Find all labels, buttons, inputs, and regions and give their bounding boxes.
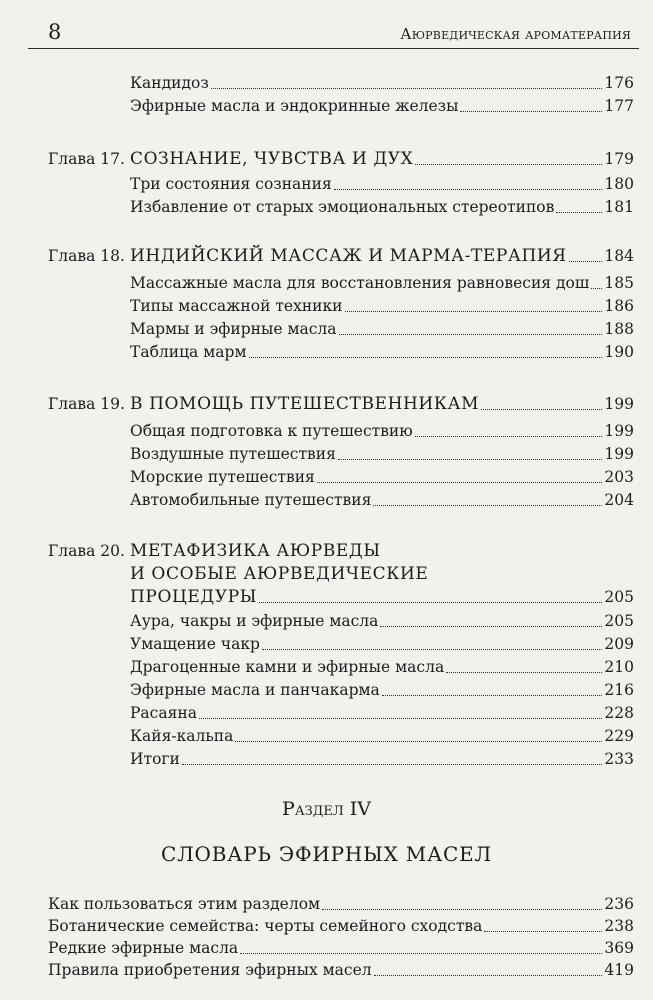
toc-entry-title: Мармы и эфирные масла <box>130 320 337 338</box>
toc-entry-title: Ботанические семейства: черты семейного сходства <box>48 917 483 935</box>
toc-entry-page: 177 <box>604 97 634 115</box>
chapter-title: В ПОМОЩЬ ПУТЕШЕСТВЕННИКАМ <box>130 394 480 414</box>
toc-entry-page: 203 <box>604 468 634 486</box>
toc-entry[interactable] <box>130 272 634 294</box>
chapter-title: И ОСОБЫЕ АЮРВЕДИЧЕСКИЕ <box>130 564 429 584</box>
dot-leader <box>334 188 603 190</box>
running-title: Аюрведическая ароматерапия <box>400 25 631 43</box>
chapter-title: ПРОЦЕДУРЫ <box>130 587 258 607</box>
toc-entry-page: 210 <box>604 658 634 676</box>
chapter-label: Глава 19. <box>48 395 125 413</box>
toc-entry[interactable] <box>48 893 634 915</box>
dot-leader <box>240 952 602 954</box>
page-number: 8 <box>48 20 62 44</box>
toc-entry-page: 216 <box>604 681 634 699</box>
toc-entry-page: 199 <box>604 422 634 440</box>
toc-entry-title: Воздушные путешествия <box>130 445 336 463</box>
toc-entry-title: Кандидоз <box>130 74 209 92</box>
dot-leader <box>338 458 603 460</box>
toc-entry-title: Кайя-кальпа <box>130 727 234 745</box>
toc-entry-page: 419 <box>604 961 634 979</box>
toc-entry-title: Эфирные масла и эндокринные железы <box>130 97 459 115</box>
dot-leader <box>199 717 602 719</box>
dot-leader <box>259 601 602 603</box>
dot-leader <box>382 694 603 696</box>
toc-entry[interactable] <box>130 95 634 117</box>
chapter-title-line <box>130 540 634 562</box>
toc-entry-title: Как пользоваться этим разделом <box>48 895 321 913</box>
toc-entry-page: 369 <box>604 939 634 957</box>
dot-leader <box>322 908 602 910</box>
chapter-title: СОЗНАНИЕ, ЧУВСТВА И ДУХ <box>130 149 414 169</box>
toc-entry-page: 190 <box>604 343 634 361</box>
dot-leader <box>317 481 603 483</box>
chapter-label: Глава 17. <box>48 150 125 168</box>
chapter-title-line <box>130 586 634 608</box>
section-heading: Раздел IV <box>282 798 371 820</box>
toc-entry-page: 180 <box>604 175 634 193</box>
toc-entry-page: 199 <box>604 445 634 463</box>
toc-entry-title: Умащение чакр <box>130 635 260 653</box>
chapter-title: ИНДИЙСКИЙ МАССАЖ И МАРМА-ТЕРАПИЯ <box>130 246 567 266</box>
toc-entry[interactable] <box>130 633 634 655</box>
toc-entry-title: Эфирные масла и панчакарма <box>130 681 380 699</box>
toc-entry[interactable] <box>130 466 634 488</box>
dot-leader <box>262 648 602 650</box>
dot-leader <box>484 930 602 932</box>
toc-entry-page: 236 <box>604 895 634 913</box>
toc-entry-page: 209 <box>604 635 634 653</box>
toc-entry-title: Автомобильные путешествия <box>130 491 372 509</box>
toc-entry-title: Массажные масла для восстановления равновесия дош <box>130 274 590 292</box>
toc-entry-page: 238 <box>604 917 634 935</box>
toc-entry-title: Драгоценные камни и эфирные масла <box>130 658 445 676</box>
toc-entry[interactable] <box>130 420 634 442</box>
toc-entry[interactable] <box>130 173 634 195</box>
dot-leader <box>591 287 602 289</box>
toc-entry-title: Расаяна <box>130 704 197 722</box>
toc-entry-title: Три состояния сознания <box>130 175 332 193</box>
toc-entry[interactable] <box>130 196 634 218</box>
dot-leader <box>460 110 602 112</box>
toc-entry[interactable] <box>130 295 634 317</box>
toc-entry[interactable] <box>48 915 634 937</box>
chapter-title: МЕТАФИЗИКА АЮРВЕДЫ <box>130 541 381 561</box>
page-header <box>28 20 639 49</box>
toc-entry-title: Морские путешествия <box>130 468 315 486</box>
chapter-title-line <box>130 563 634 585</box>
dot-leader <box>345 310 603 312</box>
toc-entry-page: 205 <box>604 612 634 630</box>
chapter-page: 179 <box>604 150 634 168</box>
chapter-label: Глава 20. <box>48 542 125 560</box>
toc-entry[interactable] <box>130 72 634 94</box>
toc-entry[interactable] <box>130 610 634 632</box>
chapter-title-line <box>130 148 634 170</box>
dot-leader <box>481 408 602 410</box>
toc-entry-page: 176 <box>604 74 634 92</box>
toc-entry[interactable] <box>130 725 634 747</box>
toc-entry-page: 181 <box>604 198 634 216</box>
dot-leader <box>373 504 602 506</box>
chapter-page: 205 <box>604 588 634 606</box>
toc-entry[interactable] <box>130 679 634 701</box>
dot-leader <box>569 260 603 262</box>
toc-entry[interactable] <box>48 959 634 981</box>
toc-entry-title: Избавление от старых эмоциональных стереотипов <box>130 198 555 216</box>
toc-entry-page: 186 <box>604 297 634 315</box>
dot-leader <box>446 671 602 673</box>
chapter-page: 184 <box>604 247 634 265</box>
dot-leader <box>339 333 603 335</box>
toc-entry-page: 233 <box>604 750 634 768</box>
toc-entry-page: 185 <box>604 274 634 292</box>
dot-leader <box>415 435 603 437</box>
toc-entry[interactable] <box>130 443 634 465</box>
dot-leader <box>235 740 602 742</box>
toc-entry-title: Итоги <box>130 750 180 768</box>
toc-entry[interactable] <box>48 937 634 959</box>
chapter-title-line <box>130 393 634 415</box>
toc-entry[interactable] <box>130 656 634 678</box>
toc-entry-page: 228 <box>604 704 634 722</box>
toc-entry[interactable] <box>130 341 634 363</box>
dot-leader <box>415 163 602 165</box>
dot-leader <box>249 356 603 358</box>
toc-entry-title: Таблица марм <box>130 343 247 361</box>
dot-leader <box>182 763 603 765</box>
chapter-title-line <box>130 245 634 267</box>
dot-leader <box>556 211 602 213</box>
chapter-page: 199 <box>604 395 634 413</box>
toc-entry-page: 204 <box>604 491 634 509</box>
toc-entry-title: Редкие эфирные масла <box>48 939 239 957</box>
toc-entry-title: Общая подготовка к путешествию <box>130 422 413 440</box>
dot-leader <box>211 87 603 89</box>
toc-entry-title: Типы массажной техники <box>130 297 343 315</box>
toc-entry[interactable] <box>130 748 634 770</box>
toc-entry-title: Аура, чакры и эфирные масла <box>130 612 379 630</box>
toc-entry-page: 188 <box>604 320 634 338</box>
toc-entry[interactable] <box>130 489 634 511</box>
toc-entry[interactable] <box>130 318 634 340</box>
dot-leader <box>374 974 603 976</box>
toc-entry-page: 229 <box>604 727 634 745</box>
chapter-label: Глава 18. <box>48 247 125 265</box>
toc-entry[interactable] <box>130 702 634 724</box>
section-title: СЛОВАРЬ ЭФИРНЫХ МАСЕЛ <box>160 842 493 866</box>
dot-leader <box>380 625 602 627</box>
toc-entry-title: Правила приобретения эфирных масел <box>48 961 372 979</box>
